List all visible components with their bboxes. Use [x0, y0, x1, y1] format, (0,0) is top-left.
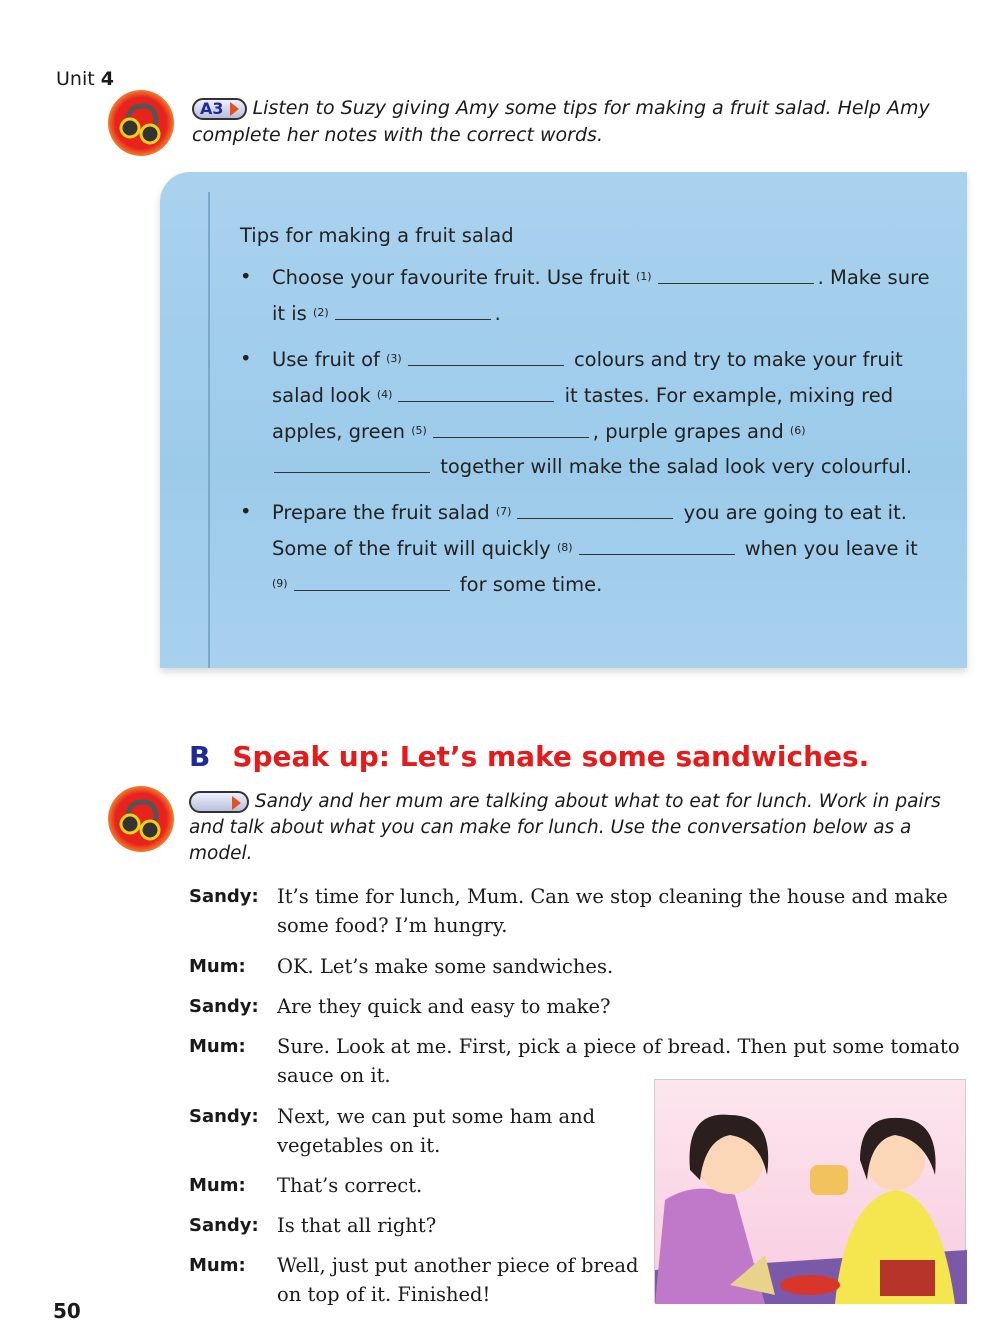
notes-title: Tips for making a fruit salad	[240, 224, 514, 247]
tip-3: • Prepare the fruit salad $^{(7)}$ you are going to eat it. Some of the fruit will quickly $^{(8)}$ when you leave it $^{(9)}$ for some time.	[240, 494, 940, 602]
a3-instruction: A3 Listen to Suzy giving Amy some tips for making a fruit salad. Help Amy complete her notes with the correct words.	[192, 97, 930, 146]
dialogue-line: Mum: That’s correct.	[189, 1174, 423, 1197]
dialogue-line: Mum: OK. Let’s make some sandwiches.	[189, 955, 614, 978]
play-icon	[232, 796, 241, 810]
headphones-icon	[108, 786, 174, 852]
sandwich-illustration	[654, 1079, 966, 1303]
blank-2[interactable]	[335, 304, 491, 320]
dialogue-line: Sandy: It’s time for lunch, Mum. Can we stop cleaning the house and make some food? I’m hungry.	[189, 885, 948, 937]
b-instruction: Sandy and her mum are talking about what to eat for lunch. Work in pairs and talk about what you can make for lunch. Use the conversation below as a model.	[189, 791, 941, 864]
blank-4[interactable]	[398, 386, 554, 402]
play-icon	[230, 102, 239, 116]
blank-7[interactable]	[517, 503, 673, 519]
tip-2: • Use fruit of $^{(3)}$ colours and try to make your fruit salad look $^{(4)}$ it tastes. For example, mixing red apples, green $^{(5)}$ , purple grapes and $^{(6)}$ together will make the salad look very colourful.	[240, 341, 940, 484]
blank-6[interactable]	[274, 457, 430, 473]
blank-9[interactable]	[294, 575, 450, 591]
dialogue-line: Sandy: Is that all right?	[189, 1214, 437, 1237]
dialogue-line: Sandy: Next, we can put some ham and vegetables on it.	[189, 1105, 596, 1157]
unit-label: Unit 4	[56, 68, 114, 90]
tip-1: • Choose your favourite fruit. Use fruit $^{(1)}$ . Make sure it is $^{(2)}$ .	[240, 259, 940, 331]
dialogue-line: Sandy: Are they quick and easy to make?	[189, 995, 611, 1018]
notes-paper	[160, 172, 967, 668]
blank-5[interactable]	[433, 422, 589, 438]
section-b-heading: B Speak up: Let’s make some sandwiches.	[189, 740, 870, 773]
audio-track-a3-button[interactable]: A3	[192, 98, 247, 120]
headphones-icon	[108, 90, 174, 156]
dialogue-line: Mum: Well, just put another piece of bread on top of it. Finished!	[189, 1254, 639, 1306]
blank-3[interactable]	[408, 350, 564, 366]
page-number: 50	[53, 1299, 81, 1323]
dialogue-line: Mum: Sure. Look at me. First, pick a piece of bread. Then put some tomato sauce on it.	[189, 1035, 960, 1087]
blank-8[interactable]	[579, 539, 735, 555]
audio-track-button[interactable]	[189, 791, 249, 813]
blank-1[interactable]	[658, 268, 814, 284]
